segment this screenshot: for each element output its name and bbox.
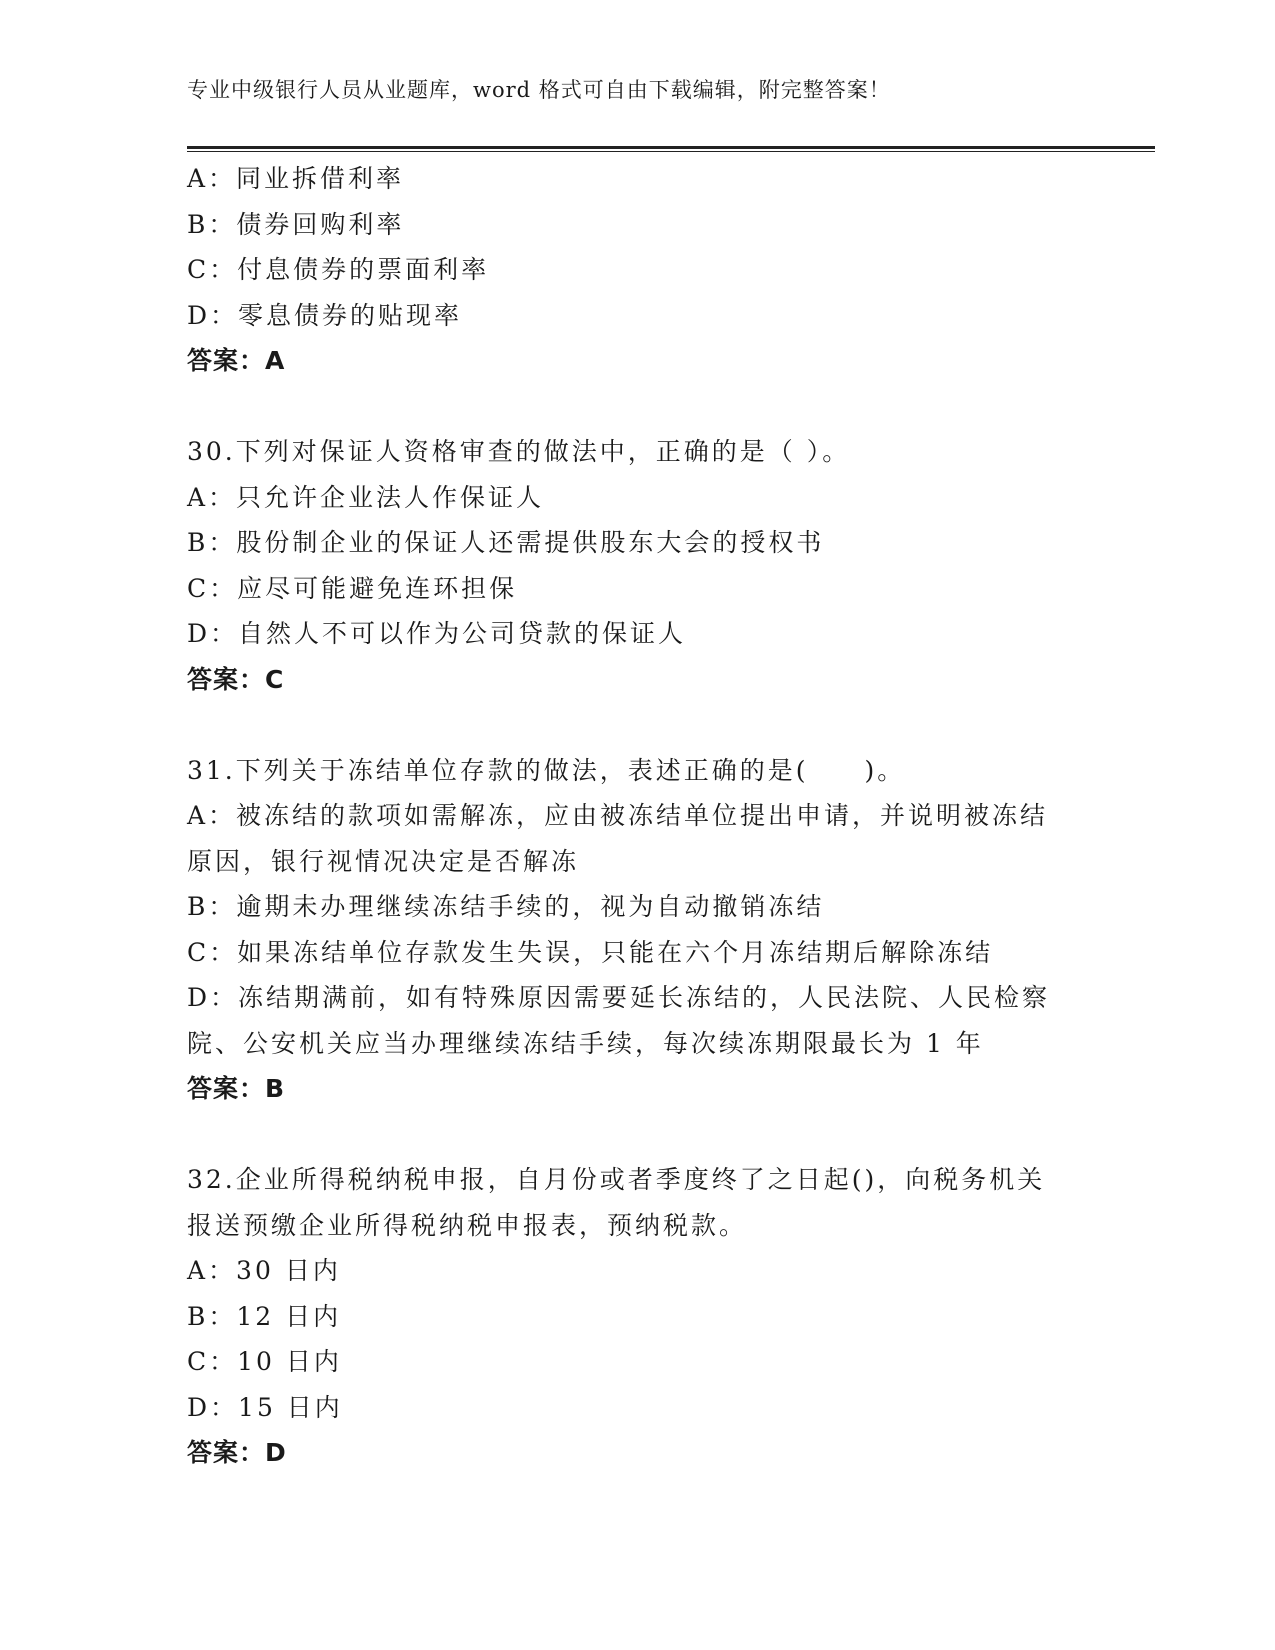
option-b: B：12 日内 (187, 1301, 342, 1331)
option-d: D：自然人不可以作为公司贷款的保证人 (187, 619, 687, 648)
question-block (187, 748, 1087, 1112)
option-d: D：冻结期满前，如有特殊原因需要延长冻结的，人民法院、人民检察 (187, 983, 1051, 1012)
header-rule-thin (187, 151, 1155, 152)
question-block (187, 1157, 1087, 1476)
option-d: D：15 日内 (187, 1392, 343, 1422)
header-rule (187, 146, 1155, 149)
option-c: C：付息债券的票面利率 (187, 255, 490, 284)
option-a: A：同业拆借利率 (187, 164, 405, 193)
answer-line: 答案：A (187, 346, 286, 375)
option-b: B：逾期未办理继续冻结手续的，视为自动撤销冻结 (187, 892, 825, 921)
question-block (187, 156, 1087, 384)
option-a: A：只允许企业法人作保证人 (187, 482, 545, 512)
question-content (187, 156, 1087, 1476)
page-header: 专业中级银行人员从业题库，word 格式可自由下载编辑，附完整答案！ (187, 78, 891, 102)
option-c: C：10 日内 (187, 1347, 342, 1376)
option-d-continued: 院、公安机关应当办理继续冻结手续，每次续冻期限最长为 1 年 (187, 1028, 984, 1058)
option-a: A：30 日内 (187, 1256, 341, 1285)
question-stem: 31.下列关于冻结单位存款的做法，表述正确的是( )。 (187, 755, 906, 785)
question-block (187, 429, 1087, 702)
question-stem: 30.下列对保证人资格审查的做法中，正确的是（ ）。 (187, 437, 851, 466)
answer-line: 答案：C (187, 664, 285, 694)
answer-line: 答案：B (187, 1074, 286, 1103)
answer-line: 答案：D (187, 1438, 287, 1467)
option-a: A：被冻结的款项如需解冻，应由被冻结单位提出申请，并说明被冻结 (187, 801, 1049, 830)
option-c: C：如果冻结单位存款发生失误，只能在六个月冻结期后解除冻结 (187, 937, 994, 967)
option-b: B：债券回购利率 (187, 209, 405, 239)
option-b: B：股份制企业的保证人还需提供股东大会的授权书 (187, 528, 825, 557)
question-stem-continued: 报送预缴企业所得税纳税申报表，预纳税款。 (187, 1210, 748, 1240)
option-d: D：零息债券的贴现率 (187, 300, 463, 330)
question-stem: 32.企业所得税纳税申报，自月份或者季度终了之日起()，向税务机关 (187, 1165, 1046, 1194)
option-c: C：应尽可能避免连环担保 (187, 573, 518, 603)
option-a-continued: 原因，银行视情况决定是否解冻 (187, 846, 580, 876)
